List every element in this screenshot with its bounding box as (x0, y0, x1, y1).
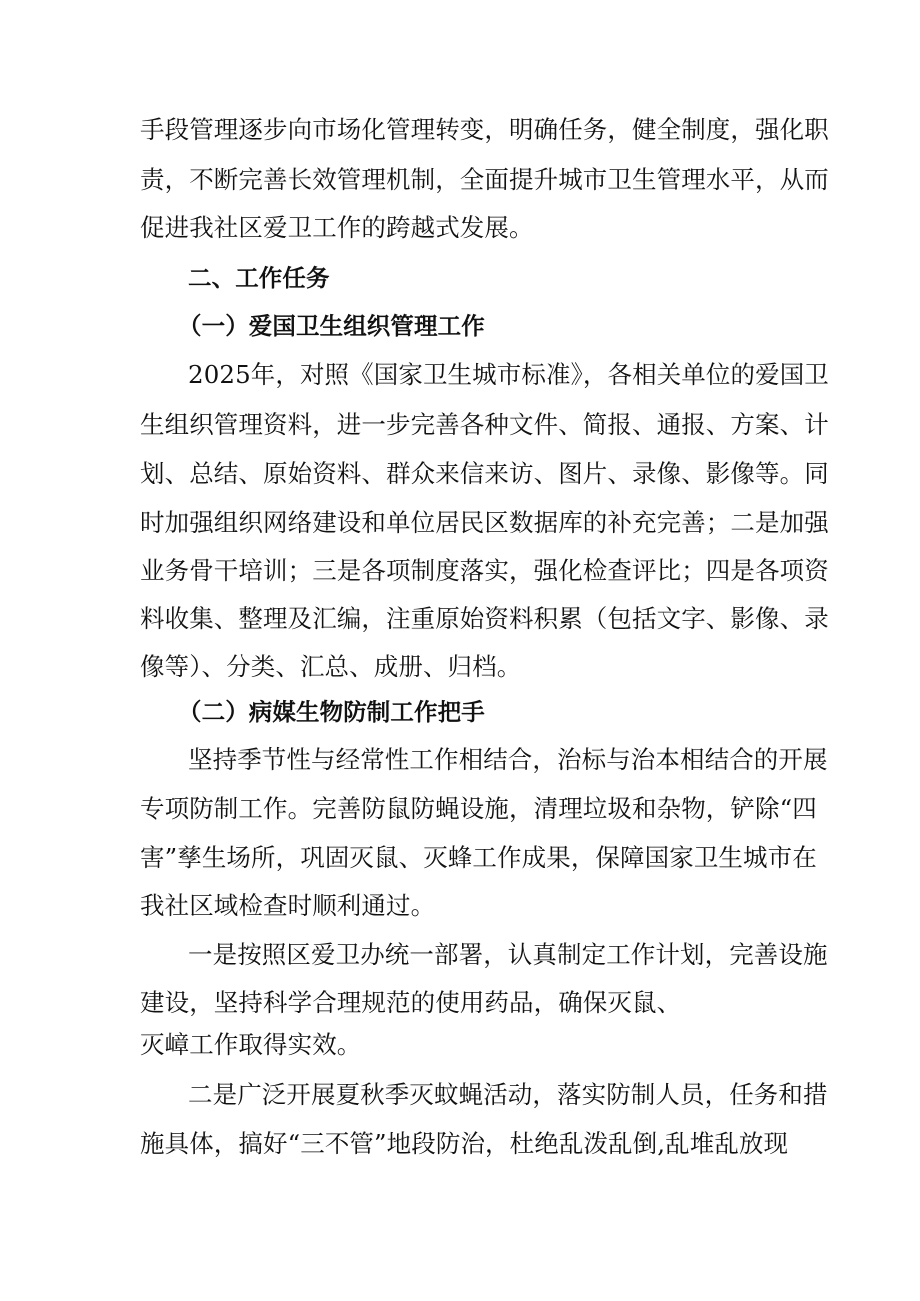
sub2-p2-line-1: 一是按照区爱卫办统一部署，认真制定工作计划，完善设施 (188, 940, 828, 969)
section-heading-tasks: 二、工作任务 (188, 264, 330, 292)
subsection-heading-vector-control: （二）病媒生物防制工作把手 (178, 698, 485, 726)
sub2-p3-line-1: 二是广泛开展夏秋季灭蚊蝇活动，落实防制人员，任务和措 (188, 1080, 828, 1109)
intro-line-3: 促进我社区爱卫工作的跨越式发展。 (140, 213, 534, 242)
sub1-line-5: 业务骨干培训；三是各项制度落实，强化检查评比；四是各项资 (140, 556, 829, 585)
intro-line-1: 手段管理逐步向市场化管理转变，明确任务，健全制度，强化职 (140, 115, 829, 144)
sub1-line-6: 料收集、整理及汇编，注重原始资料积累（包括文字、影像、录 (140, 604, 829, 633)
sub1-line-1: 2025年，对照《国家卫生城市标准》，各相关单位的爱国卫 (188, 360, 829, 389)
sub1-line-2: 生组织管理资料，进一步完善各种文件、简报、通报、方案、计 (140, 410, 829, 439)
sub2-p3-line-2: 施具体，搞好“三不管”地段防治，杜绝乱泼乱倒,乱堆乱放现 (140, 1129, 789, 1158)
sub2-p2-line-3: 灭嶂工作取得实效。 (140, 1030, 362, 1059)
sub1-line-7: 像等）、分类、汇总、成册、归档。 (140, 652, 522, 681)
subsection-heading-organization: （一）爱国卫生组织管理工作 (178, 312, 485, 340)
intro-line-2: 责，不断完善长效管理机制，全面提升城市卫生管理水平，从而 (140, 165, 829, 194)
sub2-p1-line-3: 害”孳生场所，巩固灭鼠、灭蜂工作成果，保障国家卫生城市在 (140, 843, 817, 872)
sub2-p1-line-1: 坚持季节性与经常性工作相结合，治标与治本相结合的开展 (188, 745, 828, 774)
sub2-p1-line-2: 专项防制工作。完善防鼠防蝇设施，清理垃圾和杂物，铲除“四 (140, 794, 817, 823)
sub1-line-4: 时加强组织网络建设和单位居民区数据库的补充完善；二是加强 (140, 508, 829, 537)
sub1-line-3: 划、总结、原始资料、群众来信来访、图片、录像、影像等。同 (140, 459, 829, 488)
sub2-p1-line-4: 我社区域检查时顺利通过。 (140, 891, 436, 920)
sub2-p2-line-2: 建设，坚持科学合理规范的使用药品，确保灭鼠、 (140, 988, 682, 1017)
